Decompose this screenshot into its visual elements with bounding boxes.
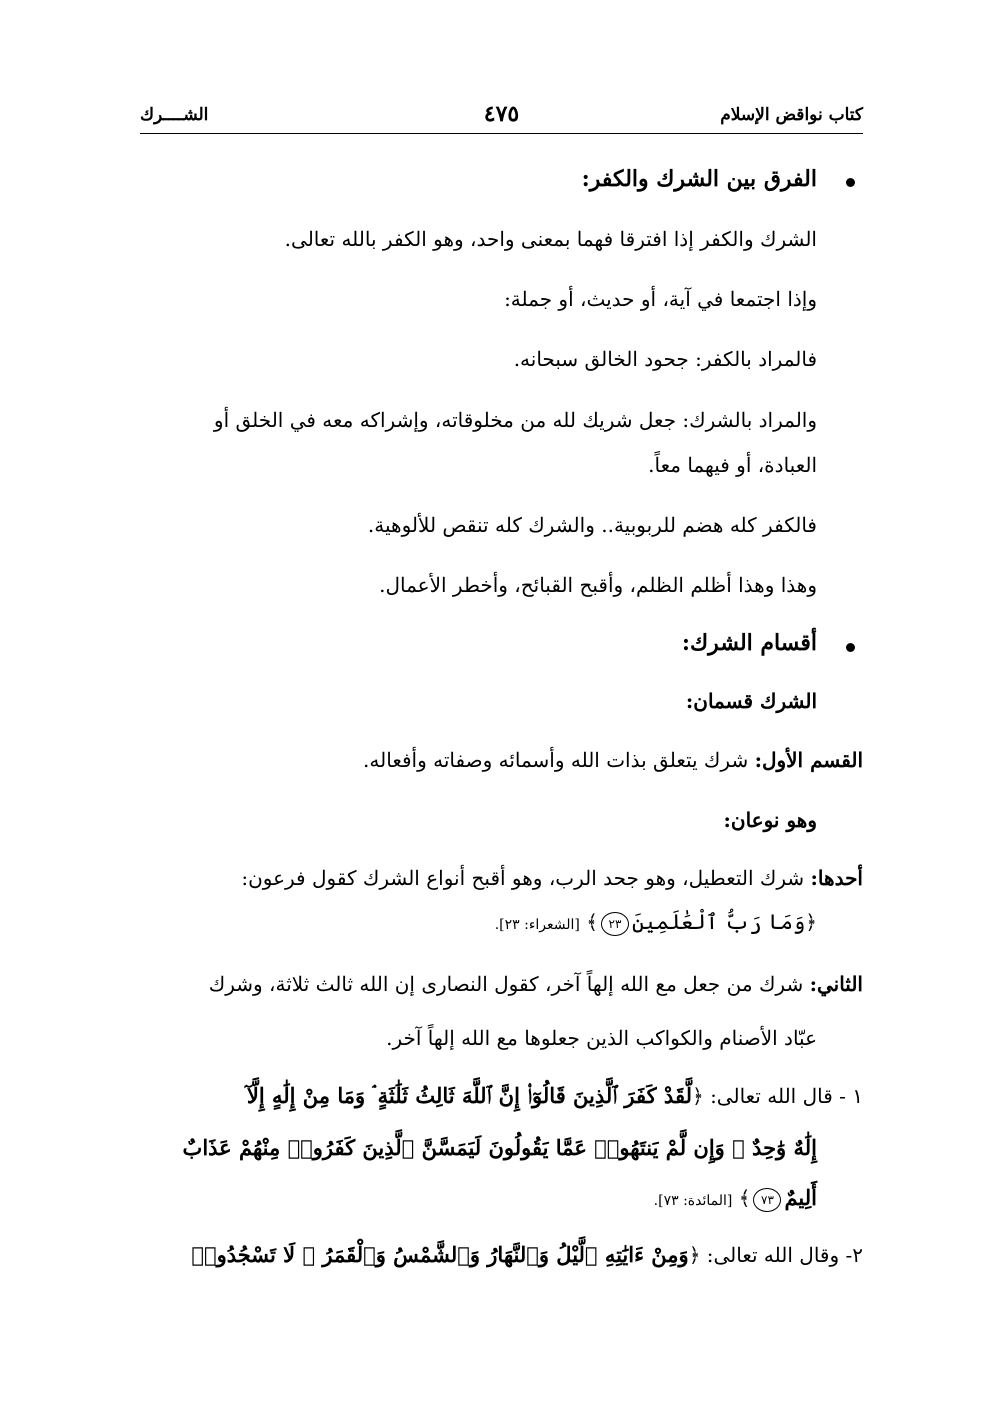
ornate-brace-icon: ﴿ [688,1243,701,1267]
page-number: ٤٧٥ [483,101,520,127]
paragraph-line: وهذا وهذا أظلم الظلم، وأقبح القبائح، وأخطر الأعمال. [379,573,817,597]
verse-text: أَلِيمٌ [784,1185,817,1210]
paragraph-line: فالمراد بالكفر: جحود الخالق سبحانه. [513,347,817,371]
subheading: وهو نوعان: [723,808,817,832]
term-label: الثاني: [809,972,863,996]
subheading: الشرك قسمان: [685,689,817,713]
verse-text: وَمِنْ ءَايَٰتِهِ ٱلَّيْلُ وَٱلنَّهَارُ وَٱلشَّمْسُ وَٱلْقَمَرُ ۚ لَا تَسْجُدُوا۟ [191,1242,689,1267]
section-heading: أقسام الشرك: [681,630,817,656]
term-text: شرك من جعل مع الله إلهاً آخر، كقول النصارى إن الله ثالث ثلاثة، وشرك [208,972,804,996]
ornate-brace-icon: ﴾ [738,1186,751,1210]
term-text: شرك يتعلق بذات الله وأسمائه وصفاته وأفعاله. [363,748,749,772]
ornate-brace-icon: ﴾ [586,910,598,934]
quran-quote [495,910,817,936]
verse-text: لَّقَدْ كَفَرَ ٱلَّذِينَ قَالُوٓا۟ إِنَّ ٱللَّهَ ثَالِثُ ثَلَٰثَةٍ ۘ وَمَا مِنْ إِلَٰهٍ إِلَّآ [246,1083,692,1108]
paragraph-line: الشرك والكفر إذا افترقا فهما بمعنى واحد، وهو الكفر بالله تعالى. [284,227,817,251]
bullet-icon [846,178,855,187]
verse-intro: ٢- وقال الله تعالى: [706,1243,863,1267]
paragraph-line: والمراد بالشرك: جعل شريك لله من مخلوقاته، وإشراكه معه في الخلق أو [213,408,817,432]
section-heading: الفرق بين الشرك والكفر: [581,166,817,192]
verse-text: إِلَٰهٌ وَٰحِدٌ ۚ وَإِن لَّمْ يَنتَهُوا۟ عَمَّا يَقُولُونَ لَيَمَسَّنَّ ٱلَّذِينَ كَفَرُوا۟ مِنْهُمْ عَذَابٌ [182,1135,817,1160]
paragraph-line: العبادة، أو فيهما معاً. [648,453,817,477]
quran-quote [247,1083,863,1108]
ornate-brace-icon: ﴿ [805,910,817,934]
paragraph-line: عبّاد الأصنام والكواكب الذين جعلوها مع الله إلهاً آخر. [386,1026,817,1050]
verse-reference: [الشعراء: ٢٣]. [494,917,580,933]
paragraph-line [209,972,863,996]
ayah-number: ٧٣ [753,1188,781,1212]
header-divider [140,133,863,134]
term-label: القسم الأول: [754,748,863,772]
book-title: كتاب نواقض الإسلام [720,105,863,125]
verse-text: وَمَا رَبُّ ٱلْعَٰلَمِينَ [631,910,806,934]
section-title: الشــــرك [140,105,209,125]
quran-quote [191,1242,863,1267]
quran-quote [654,1185,817,1212]
paragraph-line [363,748,863,772]
term-label: أحدها: [810,866,863,890]
paragraph-line [241,866,863,890]
bullet-icon [846,643,855,652]
verse-intro: ١ - قال الله تعالى: [710,1084,863,1108]
running-header [140,101,863,131]
paragraph-line: فالكفر كله هضم للربوبية.. والشرك كله تنقص للألوهية. [367,513,817,537]
ayah-number: ٢٣ [601,912,629,936]
ornate-brace-icon: ﴿ [691,1084,704,1108]
paragraph-line: وإذا اجتمعا في آية، أو حديث، أو جملة: [504,287,817,311]
term-text: شرك التعطيل، وهو جحد الرب، وهو أقبح أنواع الشرك كقول فرعون: [241,866,805,890]
verse-reference: [المائدة: ٧٣]. [653,1193,733,1209]
